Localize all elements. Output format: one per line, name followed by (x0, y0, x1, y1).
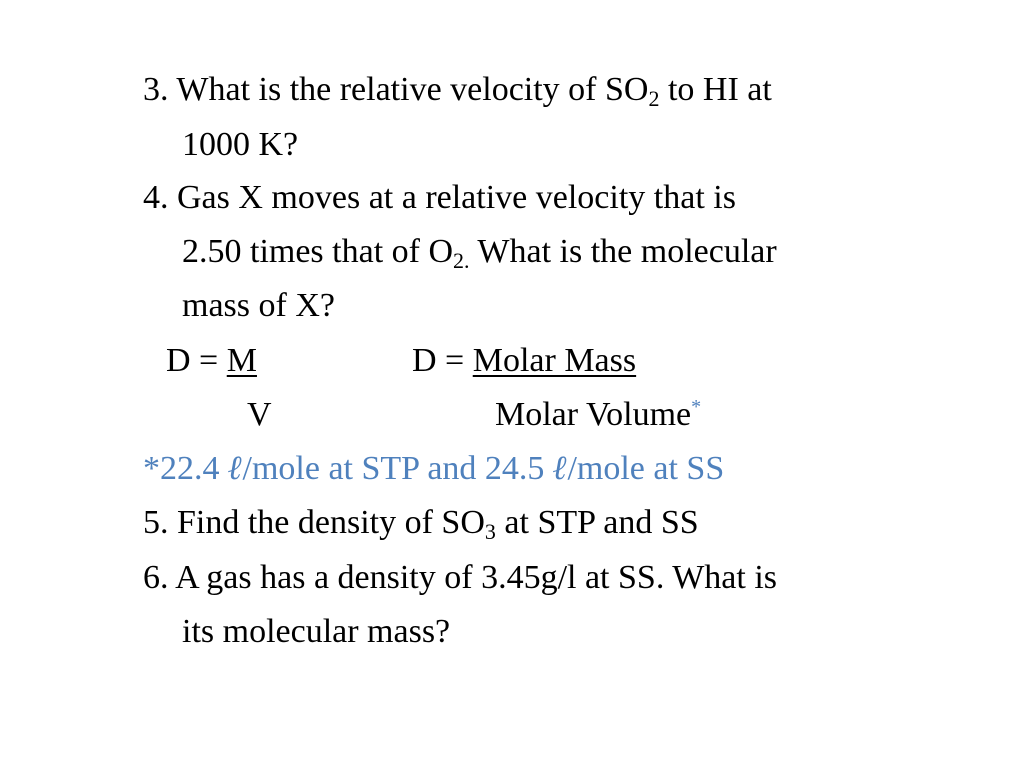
density-formula-molar (412, 341, 636, 381)
question-3-line-2: 1000 K? (182, 126, 299, 163)
footnote-marker: * (691, 396, 702, 418)
question-3-subscript: 2 (648, 86, 660, 111)
liter-symbol: ℓ (228, 450, 243, 487)
question-3-line-1 (143, 70, 772, 110)
question-4-line-2 (182, 232, 777, 272)
density-formula-denominator: V (247, 396, 272, 433)
density-formula-simple (166, 341, 257, 381)
question-3-text-end: to HI at (659, 71, 772, 108)
question-5 (143, 503, 699, 543)
question-4-subscript: 2. (453, 248, 470, 273)
molar-formula-numerator: Molar Mass (472, 342, 637, 379)
molar-formula-denominator-line (495, 395, 701, 435)
molar-formula-prefix: D = (412, 342, 473, 379)
note-text-1: *22.4 (143, 450, 228, 487)
question-5-subscript: 3 (484, 519, 496, 544)
question-4-text-end: What is the molecular (469, 233, 777, 270)
question-4-line-3: mass of X? (182, 287, 335, 324)
question-3-text: 3. What is the relative velocity of SO (143, 71, 649, 108)
molar-volume-note (143, 449, 724, 489)
question-5-text: 5. Find the density of SO (143, 504, 485, 541)
molar-formula-denominator: Molar Volume (495, 396, 692, 433)
question-6-line-1: 6. A gas has a density of 3.45g/l at SS. What is (143, 559, 778, 596)
question-4-line-1: 4. Gas X moves at a relative velocity that is (143, 179, 736, 216)
note-text-3: /mole at SS (567, 450, 725, 487)
question-6-line-2: its molecular mass? (182, 613, 451, 650)
question-4-text: 2.50 times that of O (182, 233, 454, 270)
liter-symbol: ℓ (552, 450, 568, 487)
density-formula-prefix: D = (166, 342, 227, 379)
note-text-2: /mole at STP and 24.5 (242, 450, 553, 487)
density-formula-numerator: M (226, 342, 257, 379)
question-5-text-end: at STP and SS (495, 504, 699, 541)
